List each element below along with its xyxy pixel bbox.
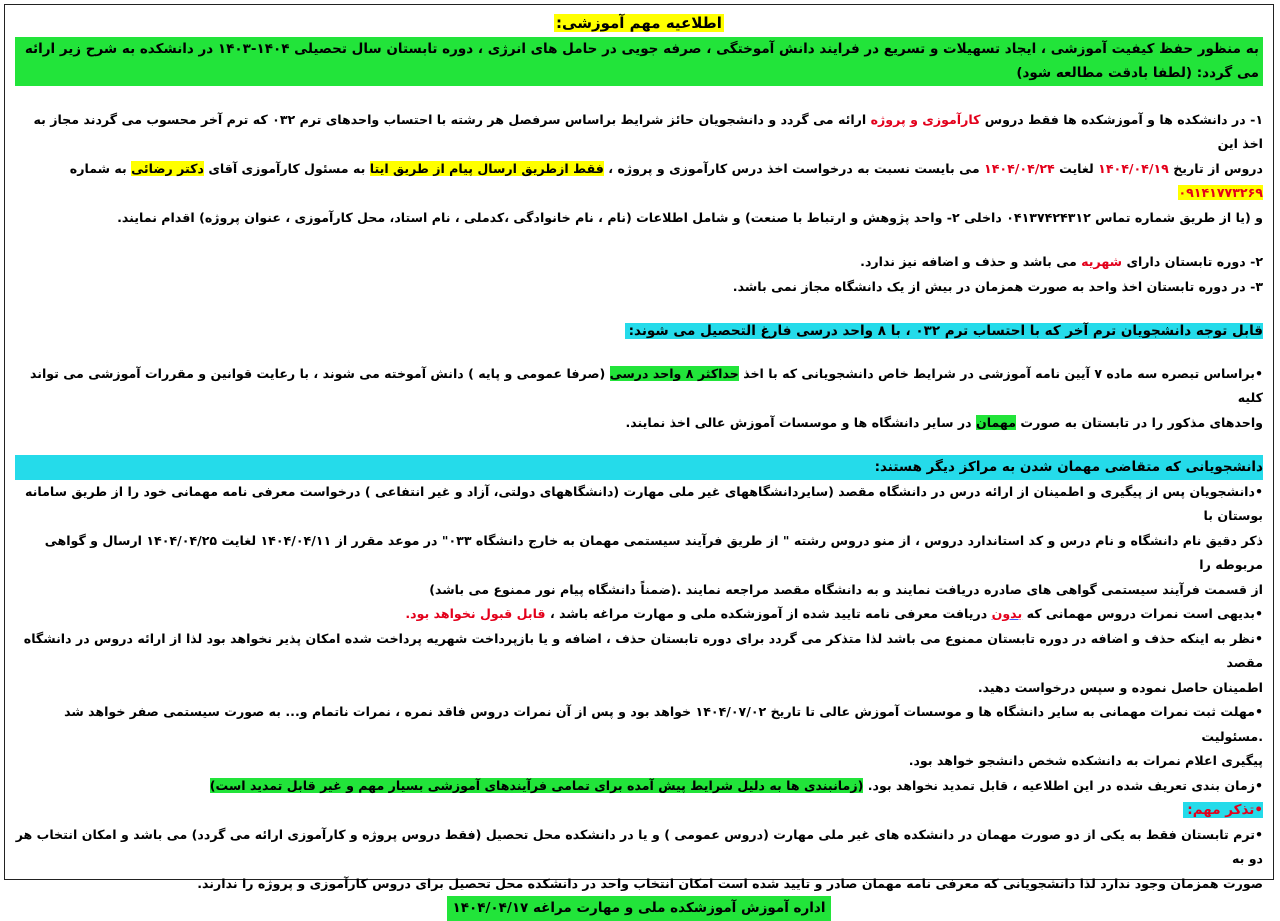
section-2-heading-line — [15, 455, 1263, 480]
section-1-heading: قابل توجه دانشجویان ترم آخر که با احتساب ترم ۰۳۲ ، با ۸ واحد درسی فارغ التحصیل می شوند: — [625, 323, 1263, 339]
coordinator-phone: ۰۹۱۴۱۷۷۳۲۶۹ — [1178, 185, 1263, 200]
guest-word: مهمان — [975, 414, 1017, 430]
note-heading: •تذکر مهم: — [1183, 802, 1263, 818]
tuition-word: شهریه — [1081, 254, 1123, 269]
section-2-heading: دانشجویانی که متقاضی مهمان شدن به مراکز دیگر هستند: — [874, 459, 1263, 475]
section-1-body — [15, 362, 1263, 436]
section-1-line-1: •براساس تبصره سه ماده ۷ آیین نامه آموزشی در شرایط خاص دانشجویانی که با اخذ حداکثر ۸ واحد درسی (صرفا عمومی و پایه ) دانش آموخته می شوند ، با رعایت قوانین و مقررات آموزشی می تواند کلیه — [29, 365, 1263, 405]
bullet-4-line-2: پیگیری اعلام نمرات به دانشکده شخص دانشجو خواهد بود. — [908, 753, 1263, 768]
section-1-line-2: واحدهای مذکور را در تابستان به صورت مهمان در سایر دانشگاه ها و موسسات آموزش عالی اخذ نمایند. — [625, 414, 1263, 430]
item-1-line-2: دروس از تاریخ ۱۴۰۴/۰۴/۱۹ لغایت ۱۴۰۴/۰۴/۲۴ می بایست نسبت به درخواست اخذ درس کارآموزی و پروژه ، فقط ازطریق ارسال پیام از طریق ایتا به مسئول کارآموزی آقای دکتر رضائی به شماره ۰۹۱۴۱۷۷۳۲۶۹ — [69, 160, 1263, 200]
note-line-1: •ترم تابستان فقط به یکی از دو صورت مهمان در دانشکده های غیر ملی مهارت (دروس عمومی ) و یا در دانشکده محل تحصیل (فقط دروس پروژه و کارآموزی ارائه می گردد) می باشد و امکان انتخاب هر دو به — [15, 826, 1263, 866]
intro-block — [15, 37, 1263, 86]
intro-line-1: به منظور حفظ کیفیت آموزشی ، ایجاد تسهیلات و تسریع در فرایند دانش آموختگی ، صرفه جویی در حامل های انرژی ، دوره تابستان سال تحصیلی ۱۴۰۴-۱۴۰۳ در دانشکده به شرح زیر ارائه — [24, 40, 1259, 57]
announcement-document — [5, 5, 1273, 921]
document-frame — [4, 4, 1274, 916]
bullet-5: •زمان بندی تعریف شده در این اطلاعیه ، قابل تمدید نخواهد بود. (زمانبندی ها به دلیل شرایط پیش آمده برای تمامی فرآیندهای آموزشی بسیار مهم و غیر قابل تمدید است) — [209, 777, 1263, 793]
coordinator-name: دکتر رضائی — [131, 160, 204, 176]
without-word: بدون — [991, 606, 1023, 621]
item-1-line-3: و (یا از طریق شماره تماس ۰۴۱۳۷۴۲۴۳۱۲ داخلی ۲- واحد پژوهش و ارتباط با صنعت) و شامل اطلاعات (نام ، نام خانوادگی ،کدملی ، نام استاد، محل کارآموزی ، عنوان پروژه) اقدام نمایند. — [117, 209, 1263, 225]
bullet-1-line-1: •دانشجویان پس از پیگیری و اطمینان از ارائه درس در دانشگاه مقصد (سایردانشگاههای غیر ملی مهارت (دانشگاههای دولتی، آزاد و غیر انتفاعی ) درخواست معرفی نامه مهمانی خود را از طریق سامانه بوستان با — [25, 483, 1263, 523]
note-body — [15, 823, 1263, 897]
item-1-line-1: ۱- در دانشکده ها و آموزشکده ها فقط دروس کارآموزی و پروژه ارائه می گردد و دانشجویان حائز شرایط براساس سرفصل هر رشته با احتساب واحدهای ترم ۰۳۲ که ترم آخر محسوب می گردند مجاز به اخذ این — [33, 111, 1263, 151]
section-1-heading-line — [15, 319, 1263, 344]
announcement-title: اطلاعیه مهم آموزشی: — [556, 14, 722, 32]
section-2-body — [15, 480, 1263, 799]
schedule-note: (زمانبندی ها به دلیل شرایط پیش آمده برای تمامی فرآیندهای آموزشی بسیار مهم و غیر قابل تمدید است) — [209, 777, 864, 793]
bullet-2: •بدیهی است نمرات دروس مهمانی که بدون دریافت معرفی نامه تایید شده از آموزشکده ملی و مهارت مراغه باشد ، قابل قبول نخواهد بود. — [405, 606, 1263, 621]
end-date: ۱۴۰۴/۰۴/۲۴ — [984, 160, 1055, 176]
footer-signature: اداره آموزش آموزشکده ملی و مهارت مراغه ۱۴۰۴/۰۴/۱۷ — [447, 896, 832, 921]
not-accepted: قابل قبول نخواهد بود. — [405, 606, 546, 621]
bullet-1-line-2: ذکر دقیق نام دانشگاه و نام درس و کد استاندارد دروس ، از منو دروس رشته " از طریق فرآیند سیستمی مهمان به خارج دانشگاه ۰۳۳" در موعد مقرر از ۱۴۰۴/۰۴/۱۱ لغایت ۱۴۰۴/۰۴/۲۵ ارسال و گواهی مربوطه را — [44, 532, 1263, 572]
eitaa-method: فقط ازطریق ارسال پیام از طریق ایتا — [369, 160, 604, 176]
intro-line-2: می گردد: (لطفا بادقت مطالعه شود) — [1016, 65, 1259, 81]
bullet-4-line-1: •مهلت ثبت نمرات مهمانی به سایر دانشگاه ها و موسسات آموزش عالی تا تاریخ ۱۴۰۴/۰۷/۰۲ خواهد بود و پس از آن نمرات دروس فاقد نمره ، نمرات ناتمام و... به صورت سیستمی صفر خواهد شد .مسئولیت — [64, 704, 1263, 744]
bullet-3-line-2: اطمینان حاصل نموده و سپس درخواست دهید. — [977, 679, 1263, 695]
item-3: ۳- در دوره تابستان اخذ واحد به صورت همزمان در بیش از یک دانشگاه مجاز نمی باشد. — [732, 278, 1263, 294]
note-heading-line — [15, 798, 1263, 823]
note-line-2: صورت همزمان وجود ندارد لذا دانشجویانی که معرفی نامه مهمان صادر و تایید شده است امکان انتخاب واحد در دانشکده محل تحصیل برای دروس کارآموزی و پروژه را ندارند. — [197, 875, 1263, 891]
max-units: حداکثر ۸ واحد درسی — [609, 365, 739, 381]
course-types: کارآموزی و پروژه — [870, 111, 981, 127]
item-1 — [15, 108, 1263, 231]
start-date: ۱۴۰۴/۰۴/۱۹ — [1098, 160, 1169, 176]
footer-line — [15, 896, 1263, 921]
item-2: ۲- دوره تابستان دارای شهریه می باشد و حذف و اضافه نیز ندارد. — [860, 254, 1263, 269]
bullet-1-line-3: از قسمت فرآیند سیستمی گواهی های صادره دریافت نمایند و به دانشگاه مقصد مراجعه نمایند .(ضمناً دانشگاه پیام نور ممنوع می باشد) — [429, 581, 1263, 597]
bullet-3-line-1: •نظر به اینکه حذف و اضافه در دوره تابستان ممنوع می باشد لذا متذکر می گردد برای دوره تابستان حذف ، اضافه و یا بازپرداخت شهریه پرداخت شده امکان پذیر نخواهد بود لذا از ارائه دروس در دانشگاه مقصد — [23, 630, 1263, 670]
title-line — [15, 11, 1263, 37]
